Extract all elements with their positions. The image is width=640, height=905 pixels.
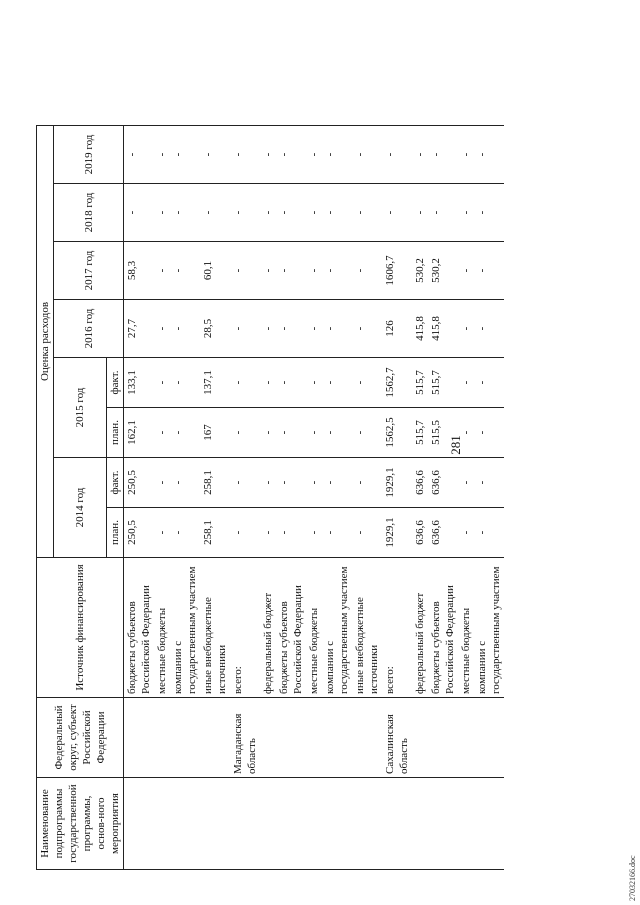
funding-source-cell: компании с государственным участием	[474, 558, 504, 698]
value-cell: -	[154, 358, 170, 408]
value-cell: -	[154, 126, 170, 184]
value-cell: -	[260, 458, 276, 508]
value-cell: -	[154, 408, 170, 458]
value-cell: -	[306, 408, 322, 458]
value-cell: -	[170, 300, 200, 358]
value-cell: -	[276, 408, 306, 458]
funding-source-cell: бюджеты субъектов Российской Федерации	[276, 558, 306, 698]
value-cell: -	[154, 458, 170, 508]
region-cell	[260, 698, 276, 778]
value-cell: 258,1	[200, 458, 230, 508]
header-year-2016: 2016 год	[54, 300, 124, 358]
funding-source-cell: федеральный бюджет	[412, 558, 428, 698]
value-cell: -	[276, 126, 306, 184]
program-name-cell	[124, 778, 155, 870]
value-cell: 60,1	[200, 242, 230, 300]
program-name-cell	[412, 778, 428, 870]
value-cell: 515,7	[412, 408, 428, 458]
header-year-2018: 2018 год	[54, 184, 124, 242]
value-cell: -	[154, 508, 170, 558]
program-name-cell	[474, 778, 504, 870]
value-cell: 515,7	[412, 358, 428, 408]
value-cell: -	[306, 126, 322, 184]
value-cell: 167	[200, 408, 230, 458]
value-cell: -	[474, 242, 504, 300]
value-cell: -	[124, 184, 155, 242]
value-cell: -	[428, 184, 458, 242]
value-cell: -	[230, 408, 260, 458]
value-cell: -	[322, 126, 352, 184]
value-cell: -	[154, 242, 170, 300]
value-cell: 515,7	[428, 358, 458, 408]
value-cell: -	[154, 184, 170, 242]
value-cell: 58,3	[124, 242, 155, 300]
value-cell: -	[276, 242, 306, 300]
region-cell	[412, 698, 428, 778]
value-cell: -	[306, 358, 322, 408]
region-cell	[352, 698, 382, 778]
region-cell	[458, 698, 474, 778]
value-cell: 415,8	[412, 300, 428, 358]
header-2015-plan: план.	[107, 408, 124, 458]
value-cell: -	[322, 408, 352, 458]
value-cell: 250,5	[124, 458, 155, 508]
value-cell: -	[322, 508, 352, 558]
value-cell: -	[230, 300, 260, 358]
table-row	[474, 126, 504, 870]
value-cell: -	[322, 242, 352, 300]
value-cell: 1562,5	[382, 408, 412, 458]
value-cell: -	[260, 358, 276, 408]
value-cell: -	[412, 184, 428, 242]
funding-source-cell: всего:	[382, 558, 412, 698]
value-cell: -	[306, 184, 322, 242]
value-cell: -	[352, 458, 382, 508]
value-cell: -	[352, 358, 382, 408]
funding-source-cell: федеральный бюджет	[260, 558, 276, 698]
program-name-cell	[170, 778, 200, 870]
program-name-cell	[260, 778, 276, 870]
value-cell: -	[322, 458, 352, 508]
funding-source-cell: иные внебюджетные источники	[352, 558, 382, 698]
value-cell: 126	[382, 300, 412, 358]
value-cell: 27,7	[124, 300, 155, 358]
value-cell: 133,1	[124, 358, 155, 408]
value-cell: -	[230, 242, 260, 300]
header-program-name: Наименование подпрограммы государственной программы, основ-ного мероприятия	[37, 778, 124, 870]
value-cell: -	[230, 184, 260, 242]
region-cell	[306, 698, 322, 778]
value-cell: -	[352, 408, 382, 458]
value-cell: -	[458, 408, 474, 458]
value-cell: 137,1	[200, 358, 230, 408]
table-row	[322, 126, 352, 870]
funding-source-cell: местные бюджеты	[458, 558, 474, 698]
value-cell: -	[382, 184, 412, 242]
value-cell: -	[474, 126, 504, 184]
value-cell: -	[474, 184, 504, 242]
table-row	[428, 126, 458, 870]
value-cell: 515,5	[428, 408, 458, 458]
value-cell: 530,2	[412, 242, 428, 300]
value-cell: -	[124, 126, 155, 184]
value-cell: -	[260, 242, 276, 300]
program-name-cell	[200, 778, 230, 870]
value-cell: -	[474, 508, 504, 558]
value-cell: 162,1	[124, 408, 155, 458]
table-row	[200, 126, 230, 870]
header-year-2017: 2017 год	[54, 242, 124, 300]
table-row	[124, 126, 155, 870]
value-cell: -	[276, 358, 306, 408]
header-2014-plan: план.	[107, 508, 124, 558]
value-cell: -	[352, 184, 382, 242]
value-cell: 258,1	[200, 508, 230, 558]
value-cell: -	[230, 508, 260, 558]
table-row	[154, 126, 170, 870]
value-cell: -	[458, 458, 474, 508]
value-cell: -	[458, 126, 474, 184]
footer-filename: 27032166.doc	[628, 855, 637, 901]
table-row	[230, 126, 260, 870]
page-number: 281	[448, 435, 463, 455]
value-cell: -	[322, 300, 352, 358]
value-cell: -	[260, 300, 276, 358]
value-cell: -	[170, 242, 200, 300]
funding-source-cell: бюджеты субъектов Российской Федерации	[124, 558, 155, 698]
value-cell: 415,8	[428, 300, 458, 358]
value-cell: 530,2	[428, 242, 458, 300]
value-cell: -	[352, 126, 382, 184]
value-cell: 636,6	[428, 458, 458, 508]
value-cell: -	[306, 242, 322, 300]
program-name-cell	[428, 778, 458, 870]
value-cell: 250,5	[124, 508, 155, 558]
header-region: Федеральный округ, субъект Российской Федерации	[37, 698, 124, 778]
header-2014-fact: факт.	[107, 458, 124, 508]
value-cell: -	[458, 358, 474, 408]
value-cell: -	[230, 126, 260, 184]
value-cell: -	[458, 508, 474, 558]
header-2015-fact: факт.	[107, 358, 124, 408]
value-cell: -	[260, 408, 276, 458]
value-cell: -	[200, 184, 230, 242]
value-cell: 1929,1	[382, 458, 412, 508]
header-year-2019: 2019 год	[54, 126, 124, 184]
value-cell: -	[474, 458, 504, 508]
value-cell: -	[458, 300, 474, 358]
table-body	[124, 126, 505, 870]
table-row	[260, 126, 276, 870]
value-cell: -	[306, 300, 322, 358]
value-cell: 1929,1	[382, 508, 412, 558]
region-cell	[154, 698, 170, 778]
value-cell: -	[170, 458, 200, 508]
region-cell	[322, 698, 352, 778]
table-row	[170, 126, 200, 870]
funding-source-cell: компании с государственным участием	[322, 558, 352, 698]
table-row	[352, 126, 382, 870]
value-cell: -	[260, 126, 276, 184]
region-cell	[474, 698, 504, 778]
value-cell: -	[230, 458, 260, 508]
value-cell: -	[306, 458, 322, 508]
region-cell	[124, 698, 155, 778]
funding-source-cell: иные внебюджетные источники	[200, 558, 230, 698]
program-name-cell	[322, 778, 352, 870]
value-cell: -	[200, 126, 230, 184]
value-cell: 636,6	[412, 508, 428, 558]
header-funding-source: Источник финансирования	[37, 558, 124, 698]
value-cell: -	[170, 126, 200, 184]
header-year-2015: 2015 год	[54, 358, 107, 458]
table-row	[276, 126, 306, 870]
program-name-cell	[154, 778, 170, 870]
value-cell: 28,5	[200, 300, 230, 358]
value-cell: -	[352, 242, 382, 300]
value-cell: 1606,7	[382, 242, 412, 300]
region-cell	[200, 698, 230, 778]
value-cell: -	[474, 358, 504, 408]
value-cell: -	[322, 184, 352, 242]
program-name-cell	[458, 778, 474, 870]
region-cell: Сахалинская область	[382, 698, 412, 778]
value-cell: -	[276, 300, 306, 358]
funding-source-cell: бюджеты субъектов Российской Федерации	[428, 558, 458, 698]
value-cell: -	[276, 184, 306, 242]
region-cell: Магаданская область	[230, 698, 260, 778]
program-name-cell	[276, 778, 306, 870]
value-cell: -	[412, 126, 428, 184]
value-cell: -	[322, 358, 352, 408]
value-cell: -	[474, 300, 504, 358]
value-cell: -	[230, 358, 260, 408]
region-cell	[428, 698, 458, 778]
value-cell: -	[382, 126, 412, 184]
value-cell: -	[260, 508, 276, 558]
header-cost-estimate: Оценка расходов	[37, 126, 54, 558]
value-cell: 636,6	[412, 458, 428, 508]
value-cell: -	[154, 300, 170, 358]
table-row	[458, 126, 474, 870]
program-name-cell	[382, 778, 412, 870]
table-header	[37, 126, 124, 870]
budget-table	[36, 125, 504, 870]
program-name-cell	[306, 778, 322, 870]
funding-source-cell: местные бюджеты	[306, 558, 322, 698]
table-row	[412, 126, 428, 870]
value-cell: -	[170, 508, 200, 558]
value-cell: -	[170, 408, 200, 458]
table-row	[306, 126, 322, 870]
value-cell: -	[458, 242, 474, 300]
value-cell: -	[428, 126, 458, 184]
value-cell: 636,6	[428, 508, 458, 558]
funding-source-cell: местные бюджеты	[154, 558, 170, 698]
value-cell: -	[306, 508, 322, 558]
value-cell: -	[474, 408, 504, 458]
value-cell: -	[276, 508, 306, 558]
value-cell: -	[170, 184, 200, 242]
funding-source-cell: всего:	[230, 558, 260, 698]
value-cell: 1562,7	[382, 358, 412, 408]
region-cell	[276, 698, 306, 778]
program-name-cell	[352, 778, 382, 870]
funding-source-cell: компании с государственным участием	[170, 558, 200, 698]
value-cell: -	[260, 184, 276, 242]
program-name-cell	[230, 778, 260, 870]
value-cell: -	[276, 458, 306, 508]
value-cell: -	[170, 358, 200, 408]
table-row	[382, 126, 412, 870]
value-cell: -	[352, 300, 382, 358]
region-cell	[170, 698, 200, 778]
value-cell: -	[458, 184, 474, 242]
header-year-2014: 2014 год	[54, 458, 107, 558]
value-cell: -	[352, 508, 382, 558]
